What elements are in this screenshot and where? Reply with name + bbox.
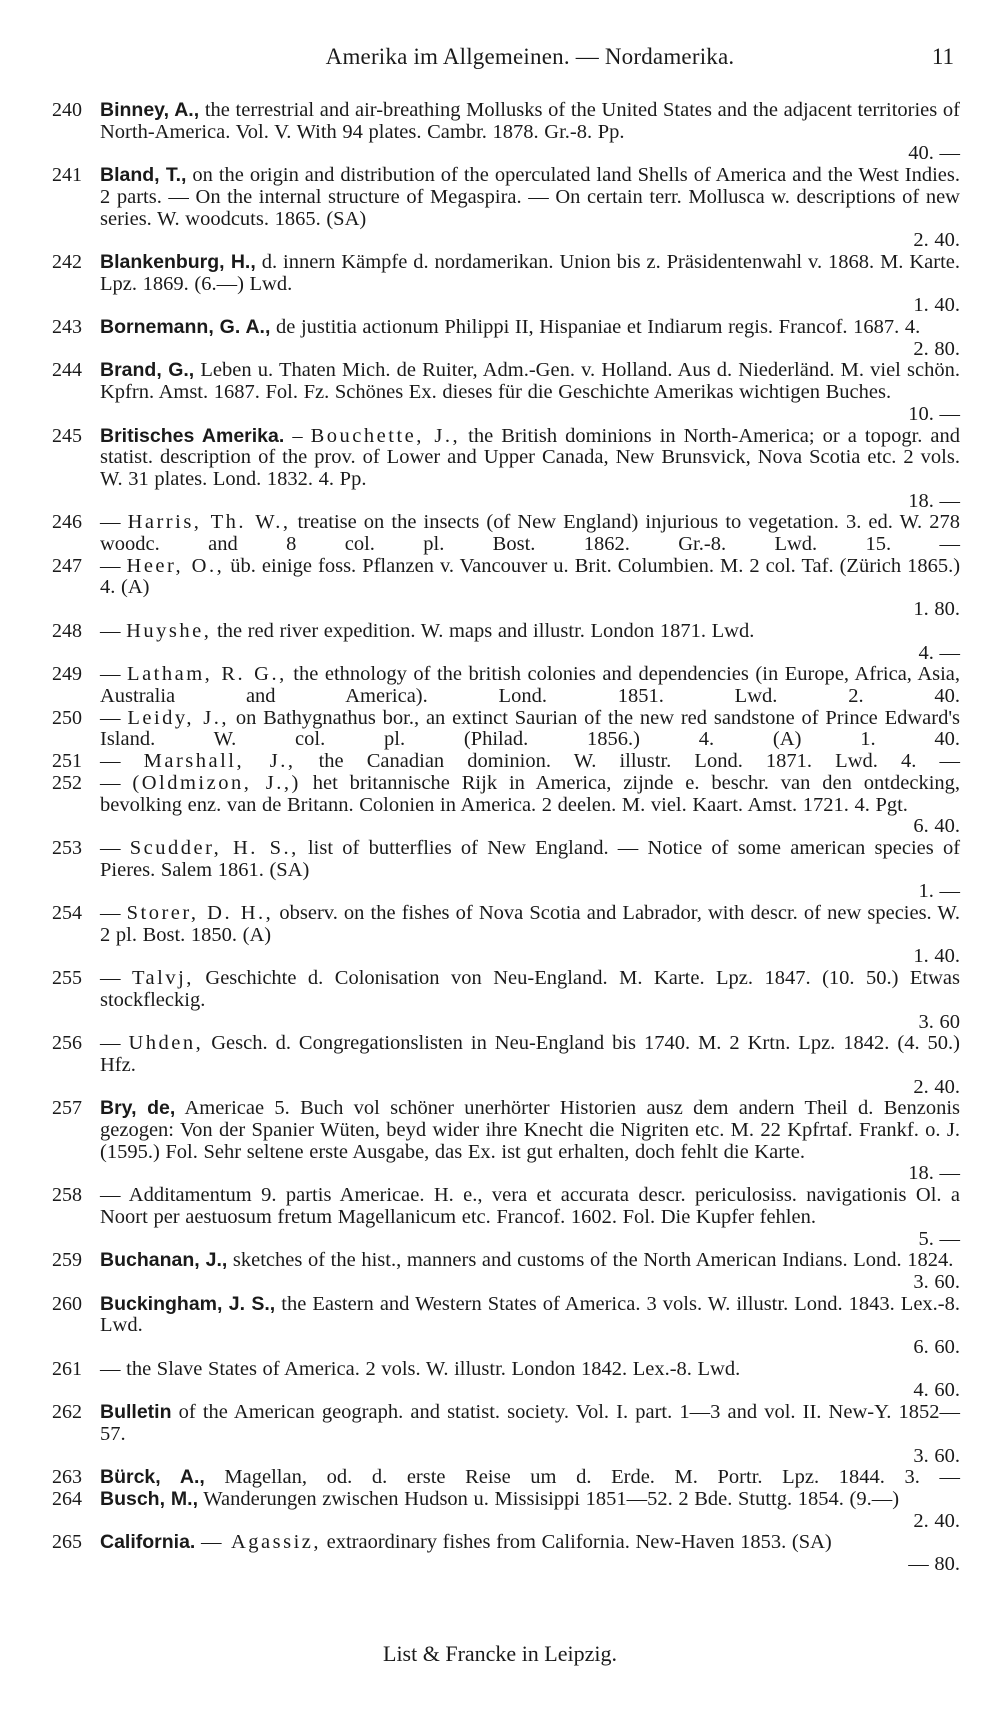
entry-number: 257 xyxy=(52,1097,82,1120)
entry-description: the terrestrial and air-breathing Mollusks of the United States and the adjacent territories of North-America. Vol. V. With 94 plates. Cambr. 1878. Gr.-8. Pp. xyxy=(100,99,960,143)
catalogue-entry xyxy=(0,1185,960,1250)
catalogue-entry xyxy=(0,621,960,664)
entry-price: 40. — xyxy=(908,142,960,165)
entry-author: Scudder, H. S., xyxy=(129,836,299,859)
catalogue-entry xyxy=(0,1489,960,1532)
entry-price: 6. 60. xyxy=(913,1336,960,1359)
entry-description: Geschichte d. Colonisation von Neu-England. M. Karte. Lpz. 1847. (10. 50.) Etwas stockfleckig. xyxy=(100,967,961,1011)
entry-author: Huyshe, xyxy=(126,619,212,642)
entry-price: 2. 40. xyxy=(913,1509,960,1532)
entry-description: Gesch. d. Congregationslisten in Neu-England bis 1740. M. 2 Krtn. Lpz. 1842. (4. 50.) Hfz. xyxy=(100,1032,961,1076)
catalogue-entry xyxy=(0,773,960,838)
entry-number: 253 xyxy=(52,836,82,859)
entry-number: 247 xyxy=(52,554,82,577)
entry-description: of the American geograph. and statist. society. Vol. I. part. 1—3 and vol. II. New-Y. 1852—57. xyxy=(100,1401,961,1445)
entry-price: 4. 60. xyxy=(913,1379,960,1402)
entry-dash: — xyxy=(100,771,121,794)
entry-number: 250 xyxy=(52,706,82,729)
entry-heading: Busch, M., xyxy=(100,1488,199,1510)
entry-author: Bouchette, J., xyxy=(310,424,461,447)
publisher-footer: List & Francke in Leipzig. xyxy=(383,1641,617,1666)
entry-price: 1. — xyxy=(918,880,960,903)
entry-price: 6. 40. xyxy=(913,815,960,838)
entry-number: 242 xyxy=(52,250,82,273)
entry-description: extraordinary fishes from California. New-Haven 1853. (SA) xyxy=(326,1531,832,1554)
entry-number: 255 xyxy=(52,967,82,990)
catalogue-entry xyxy=(0,100,960,165)
entry-dash: — xyxy=(100,1357,121,1380)
entry-author: Storer, D. H., xyxy=(126,902,274,925)
entry-dash: — xyxy=(100,1184,121,1207)
entry-dash: — xyxy=(100,619,121,642)
catalogue-entry xyxy=(0,165,960,252)
entry-description: treatise on the insects (of New England) injurious to vegetation. 3. ed. W. 278 woodc. and 8 col. pl. Bost. 1862. Gr.-8. Lwd. 15. — xyxy=(100,511,960,556)
entry-price: 18. — xyxy=(908,489,960,512)
catalogue-entry xyxy=(0,1098,960,1185)
entry-number: 265 xyxy=(52,1531,82,1554)
entry-price: 4. — xyxy=(918,641,960,664)
entry-author: (Oldmizon, J.,) xyxy=(132,771,301,794)
entry-author: Heer, O., xyxy=(126,554,225,577)
entry-number: 262 xyxy=(52,1401,82,1424)
entry-author: Marshall, J., xyxy=(143,750,296,773)
entry-description: d. innern Kämpfe d. nordamerikan. Union bis z. Präsidentenwahl v. 1868. M. Karte. Lpz. 1869. (6.—) Lwd. xyxy=(100,250,961,295)
entry-author: Uhden, xyxy=(128,1032,204,1055)
entry-heading: Bulletin xyxy=(100,1401,172,1424)
catalogue-entry xyxy=(0,751,960,773)
entry-number: 259 xyxy=(52,1249,82,1272)
catalogue-entry xyxy=(0,664,960,707)
entry-price: 2. 40. xyxy=(913,1075,960,1098)
entry-number: 256 xyxy=(52,1032,82,1055)
catalogue-entry xyxy=(0,1359,960,1402)
entry-number: 261 xyxy=(52,1357,82,1380)
entry-number: 240 xyxy=(52,99,82,121)
entry-description: Additamentum 9. partis Americae. H. e., vera et accurata descr. periculosiss. navigationis Ol. a Noort per aestuosum fretum Magellanicum etc. Francof. 1602. Fol. Die Kupfer fehlen. xyxy=(100,1184,960,1228)
entry-price: 1. 40. xyxy=(913,945,960,968)
entry-number: 264 xyxy=(52,1488,82,1510)
entry-description: het britannische Rijk in America, zijnde e. beschr. van den ontdecking, bevolking enz. van de Britann. Colonien in America. 2 deelen. M. viel. Kaart. Amst. 1721. 4. Pgt. xyxy=(100,771,961,816)
entry-number: 248 xyxy=(52,619,82,642)
catalogue-entry xyxy=(0,1467,960,1489)
page-number: 11 xyxy=(931,44,954,69)
entry-author: Harris, Th. W., xyxy=(127,511,291,534)
entry-number: 258 xyxy=(52,1184,82,1207)
entry-heading: Bürck, A., xyxy=(100,1466,205,1489)
entry-price: 1. 40. xyxy=(913,294,960,317)
entry-price: 3. 60. xyxy=(913,1270,960,1293)
entry-heading: Binney, A., xyxy=(100,99,200,121)
entry-description: the Eastern and Western States of America. 3 vols. W. illustr. Lond. 1843. Lex.-8. Lwd. xyxy=(100,1292,961,1337)
entry-heading: Blankenburg, H., xyxy=(100,250,256,273)
entry-number: 260 xyxy=(52,1292,82,1315)
entry-dash: — xyxy=(100,663,121,686)
entry-description: sketches of the hist., manners and customs of the North American Indians. Lond. 1824. xyxy=(232,1249,954,1272)
catalogue-entry xyxy=(0,317,960,360)
entry-dash: — xyxy=(100,902,121,925)
catalogue-entry xyxy=(0,1294,960,1359)
entry-dash: — xyxy=(100,706,121,729)
entry-description: the ethnology of the british colonies and dependencies (in Europe, Africa, Asia, Australia and America). Lond. 1851. Lwd. 2. 40. xyxy=(100,663,961,707)
entry-price: 3. 60 xyxy=(918,1010,960,1033)
entry-author: Latham, R. G., xyxy=(127,663,287,686)
entry-dash: — xyxy=(100,750,121,773)
catalogue-entry xyxy=(0,1033,960,1098)
entry-heading: Buchanan, J., xyxy=(100,1249,228,1272)
entry-price: 18. — xyxy=(908,1162,960,1185)
entry-price: — 80. xyxy=(908,1553,960,1576)
entry-number: 252 xyxy=(52,771,82,794)
entry-number: 254 xyxy=(52,902,82,925)
running-header xyxy=(100,44,960,80)
entry-number: 251 xyxy=(52,750,82,773)
entry-price: 2. 80. xyxy=(913,337,960,360)
entry-number: 243 xyxy=(52,316,82,339)
entry-heading: Bland, T., xyxy=(100,164,187,187)
entry-description: Leben u. Thaten Mich. de Ruiter, Adm.-Gen. v. Holland. Aus d. Niederländ. M. viel schön. Kpfrn. Amst. 1687. Fol. Fz. Schönes Ex. dieses für die Geschichte Amerikas wichtigen Buches. xyxy=(100,359,961,404)
catalogue-entry xyxy=(0,838,960,903)
entry-dash: — xyxy=(100,554,121,577)
entry-heading: Bornemann, G. A., xyxy=(100,316,271,339)
entry-dash: — xyxy=(100,967,121,990)
entry-description: on the origin and distribution of the operculated land Shells of America and the West Indies. 2 parts. — On the internal structure of Megaspira. — On certain terr. Mollusca w. descriptions of new series. W. woodcuts. 1865. (SA) xyxy=(100,164,960,230)
catalogue-entry xyxy=(0,903,960,968)
entry-dash: — xyxy=(100,1032,121,1055)
entry-heading: Bry, de, xyxy=(100,1097,176,1120)
entry-author: Leidy, J., xyxy=(127,706,229,729)
entry-author: Talvj, xyxy=(131,967,194,990)
entry-description: Wanderungen zwischen Hudson u. Missisippi 1851—52. 2 Bde. Stuttg. 1854. (9.—) xyxy=(203,1488,900,1510)
entry-heading: California. xyxy=(100,1531,196,1554)
entry-number: 241 xyxy=(52,164,82,187)
entry-number: 263 xyxy=(52,1466,82,1489)
catalogue-entry xyxy=(0,1532,960,1575)
catalogue-entry xyxy=(0,512,960,555)
entry-heading: Brand, G., xyxy=(100,359,195,382)
entry-number: 249 xyxy=(52,663,82,686)
entry-description: the British dominions in North-America; or a topogr. and statist. description of the prov. of Lower and Upper Canada, New Brunsvick, Nova Scotia etc. 2 vols. W. 31 plates. Lond. 1832. 4. Pp. xyxy=(100,424,961,490)
catalogue-entries xyxy=(0,100,1000,1576)
entry-description: de justitia actionum Philippi II, Hispaniae et Indiarum regis. Francof. 1687. 4. xyxy=(276,316,921,339)
catalogue-entry xyxy=(0,556,960,621)
entry-price: 5. — xyxy=(918,1227,960,1250)
catalogue-entry xyxy=(0,968,960,1033)
entry-author: — Agassiz, xyxy=(200,1531,322,1554)
entry-description: the Slave States of America. 2 vols. W. illustr. London 1842. Lex.-8. Lwd. xyxy=(126,1357,741,1380)
entry-price: 3. 60. xyxy=(913,1444,960,1467)
catalogue-entry xyxy=(0,708,960,751)
entry-description: on Bathygnathus bor., an extinct Saurian of the new red sandstone of Prince Edward's Island. W. col. pl. (Philad. 1856.) 4. (A) 1. 40. xyxy=(100,706,961,751)
entry-description: üb. einige foss. Pflanzen v. Vancouver u. Brit. Columbien. M. 2 col. Taf. (Zürich 1865.) 4. (A) xyxy=(100,554,961,599)
entry-price: 10. — xyxy=(908,402,960,425)
entry-description: the red river expedition. W. maps and illustr. London 1871. Lwd. xyxy=(217,619,755,642)
entry-price: 2. 40. xyxy=(913,229,960,252)
catalogue-entry xyxy=(0,1250,960,1293)
catalogue-entry xyxy=(0,360,960,425)
entry-number: 246 xyxy=(52,511,82,534)
catalogue-entry xyxy=(0,1402,960,1467)
page-title: Amerika im Allgemeinen. — Nordamerika. xyxy=(325,44,735,69)
entry-number: 245 xyxy=(52,424,82,447)
entry-price: 1. 80. xyxy=(913,598,960,621)
entry-dash: — xyxy=(100,836,121,859)
entry-description: Americae 5. Buch vol schöner unerhörter Historien ausz dem andern Theil d. Benzonis gezogen: Von der Spanier Wüten, beyd wider ihre Knecht die Nigriten etc. M. 22 Kpfrtaf. Frankf. o. J. (1595.) Fol. Sehr seltene erste Ausgabe, das Ex. ist gut erhalten, doch fehlt die Karte. xyxy=(100,1097,960,1163)
entry-dash: — xyxy=(100,511,121,534)
entry-number: 244 xyxy=(52,359,82,382)
catalogue-entry xyxy=(0,252,960,317)
catalogue-entry xyxy=(0,426,960,513)
entry-description: list of butterflies of New England. — Notice of some american species of Pieres. Salem 1861. (SA) xyxy=(100,836,961,881)
entry-description: Magellan, od. d. erste Reise um d. Erde. M. Portr. Lpz. 1844. 3. — xyxy=(224,1466,960,1489)
entry-dash: – xyxy=(292,424,303,447)
entry-heading: Buckingham, J. S., xyxy=(100,1292,276,1315)
entry-description: observ. on the fishes of Nova Scotia and Labrador, with descr. of new species. W. 2 pl. Bost. 1850. (A) xyxy=(100,902,961,946)
entry-heading: Britisches Amerika. xyxy=(100,424,285,447)
entry-description: the Canadian dominion. W. illustr. Lond. 1871. Lwd. 4. — xyxy=(318,750,960,773)
